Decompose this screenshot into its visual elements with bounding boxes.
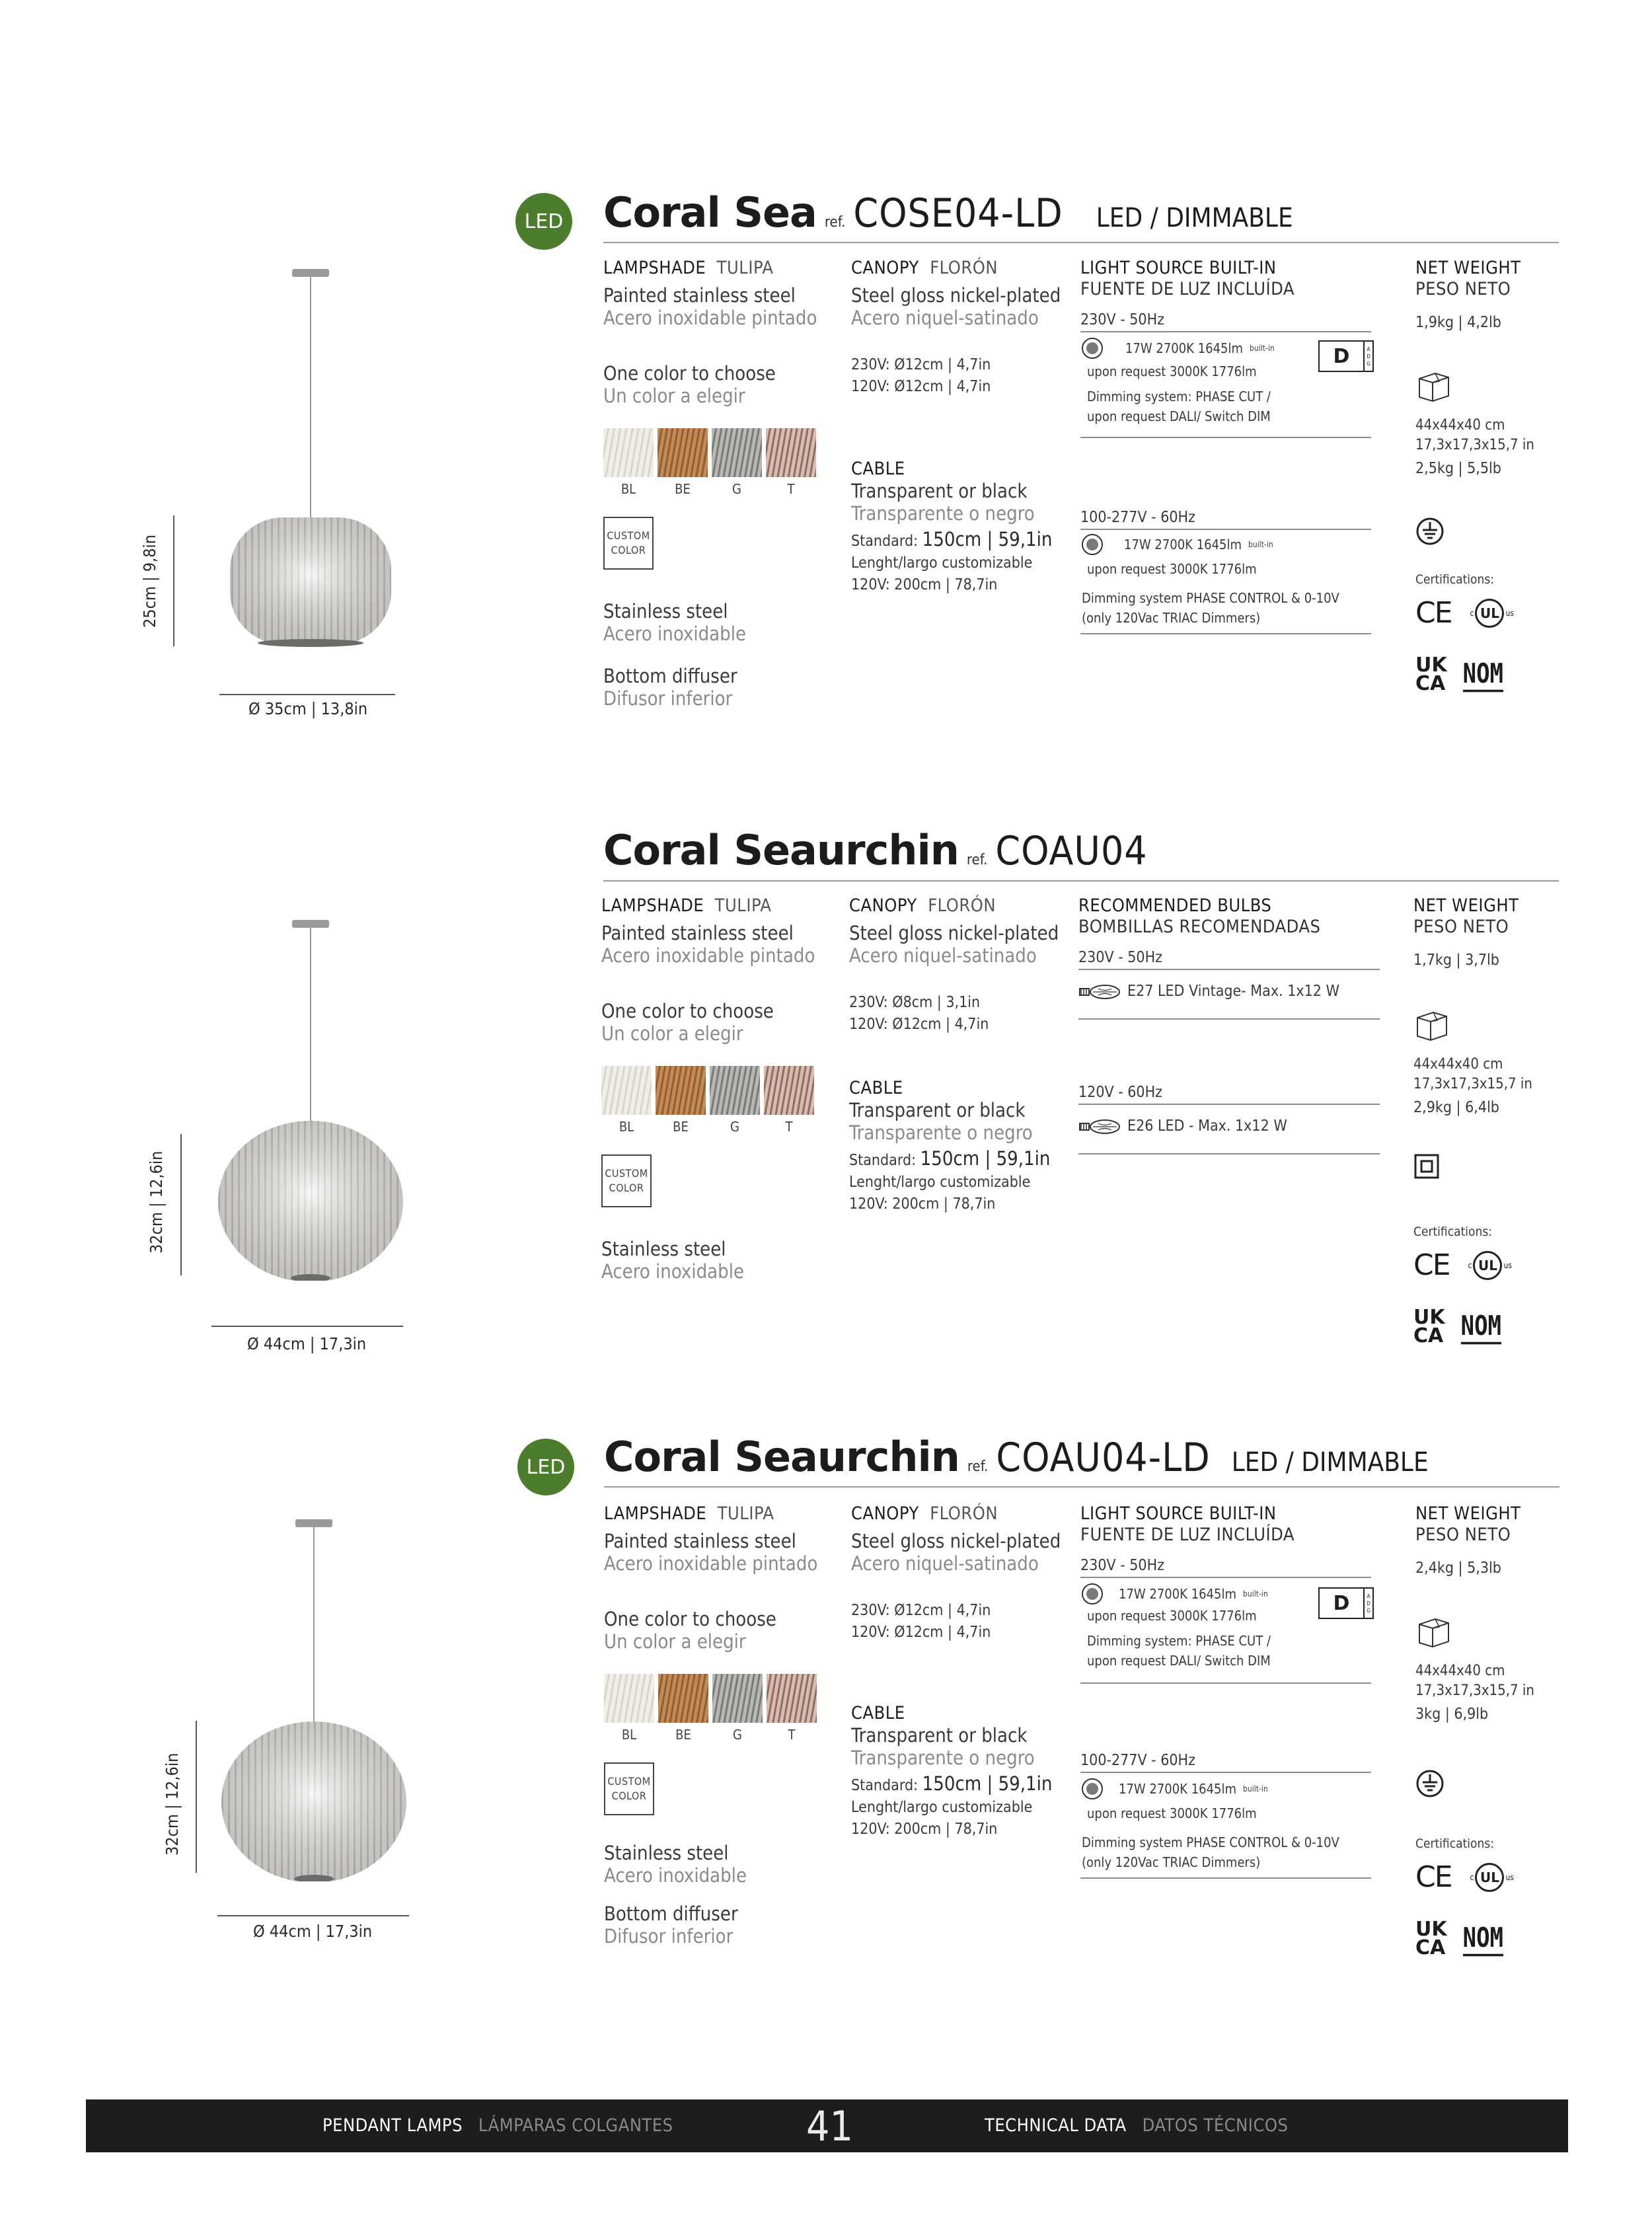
product-code: COAU04-LD [996, 1435, 1211, 1481]
bulb-icon [1078, 984, 1121, 1000]
diffuser-label-es: Difusor inferior [603, 687, 733, 710]
dimming-230-b: upon request DALI/ Switch DIM [1087, 408, 1271, 424]
light-title: LIGHT SOURCE BUILT-IN [1080, 258, 1277, 278]
energy-class: D [1333, 1591, 1350, 1615]
custom-label-2: COLOR [611, 544, 646, 556]
bulbs-title: RECOMMENDED BULBS [1078, 895, 1272, 916]
weight-column [1413, 895, 1559, 1345]
lampshade-material-es: Acero inoxidable pintado [604, 1552, 818, 1575]
certifications-label: Certifications: [1415, 1836, 1494, 1851]
height-dimension: 25cm | 9,8in [140, 534, 159, 628]
ukca-mark-icon: UK CA [1415, 1918, 1447, 1959]
cable-120v: 120V: 200cm | 78,7in [851, 1821, 998, 1838]
cable-material-es: Transparente o negro [849, 1121, 1033, 1144]
cable-customizable: Lenght/largo customizable [849, 1174, 1031, 1191]
rule [1080, 331, 1371, 332]
canopy-size-120: 120V: Ø12cm | 4,7in [851, 378, 991, 395]
canopy-material: Steel gloss nickel-plated [851, 1530, 1061, 1552]
swatch-label: G [732, 481, 741, 497]
weight-title-es: PESO NETO [1413, 917, 1509, 937]
energy-class: D [1333, 344, 1350, 368]
spec-230: 17W 2700K 1645lm [1125, 340, 1243, 356]
swatch-label: BE [675, 1727, 691, 1743]
voltage-120: 120V - 60Hz [1078, 1084, 1162, 1101]
diameter-dimension: Ø 44cm | 17,3in [247, 1334, 367, 1353]
lampshade-column [601, 895, 826, 1283]
product-code: COSE04-LD [853, 190, 1063, 237]
ukca-mark-icon: UK CA [1413, 1306, 1445, 1347]
diameter-dimension-line [217, 1915, 409, 1916]
weight-column [1415, 1503, 1561, 1957]
height-dimension-line [196, 1721, 197, 1873]
swatch-be[interactable] [657, 428, 708, 477]
diameter-dimension-line [219, 694, 395, 695]
box-size-in: 17,3x17,3x15,7 in [1415, 437, 1534, 453]
cable-standard-label: Standard: [851, 1777, 919, 1794]
product-name: Coral Sea [603, 188, 817, 237]
custom-color-box[interactable] [604, 1762, 654, 1815]
earth-icon [1415, 1769, 1445, 1798]
net-weight: 1,9kg | 4,2lb [1415, 314, 1501, 331]
canopy-material-es: Acero niquel-satinado [851, 307, 1039, 329]
lampshade-title-es: TULIPA [714, 895, 772, 916]
dimming-120-a: Dimming system PHASE CONTROL & 0-10V [1082, 590, 1339, 606]
color-choice-es: Un color a elegir [601, 1022, 743, 1045]
led-source-icon [1082, 338, 1103, 359]
box-icon [1413, 1006, 1450, 1043]
product-tag: LED / DIMMABLE [1231, 1447, 1429, 1478]
led-source-icon [1082, 534, 1103, 555]
rule [1080, 437, 1371, 438]
canopy-material-es: Acero niquel-satinado [851, 1552, 1039, 1575]
canopy-title-es: FLORÓN [930, 258, 998, 278]
swatch-label: BE [675, 481, 691, 497]
diameter-dimension-line [211, 1326, 403, 1327]
title-rule [603, 880, 1559, 882]
dimming-120-a: Dimming system PHASE CONTROL & 0-10V [1082, 1834, 1339, 1850]
lampshade-material-es: Acero inoxidable pintado [603, 307, 817, 329]
request-230: upon request 3000K 1776lm [1087, 363, 1257, 379]
rule [1080, 1877, 1371, 1879]
color-swatches [603, 428, 828, 477]
spec-120: 17W 2700K 1645lm [1124, 537, 1242, 552]
swatch-bl[interactable] [604, 1674, 654, 1723]
voltage-120: 100-277V - 60Hz [1080, 509, 1195, 526]
led-badge: LED [515, 193, 572, 250]
cable-material: Transparent or black [851, 480, 1028, 502]
canopy-material: Steel gloss nickel-plated [849, 922, 1059, 944]
recommended-bulbs-column [1078, 895, 1382, 1154]
ce-mark-icon: CE [1415, 1860, 1452, 1894]
swatch-label: G [733, 1727, 742, 1743]
diffuser-label: Bottom diffuser [604, 1903, 738, 1925]
swatch-label: T [785, 1119, 793, 1135]
product-title [604, 1433, 1429, 1481]
swatch-label: BL [619, 1119, 634, 1135]
dimming-230-a: Dimming system: PHASE CUT / [1087, 389, 1271, 404]
swatch-labels [604, 1727, 829, 1743]
led-source-icon [1082, 1778, 1103, 1799]
voltage-230: 230V - 50Hz [1080, 311, 1164, 328]
lampshade-column [604, 1503, 829, 1947]
ukca-mark-icon: UK CA [1415, 654, 1447, 695]
weight-title: NET WEIGHT [1415, 1503, 1521, 1524]
custom-label-2: COLOR [609, 1182, 644, 1194]
request-120: upon request 3000K 1776lm [1087, 1805, 1257, 1821]
voltage-120: 100-277V - 60Hz [1080, 1752, 1195, 1769]
canopy-material: Steel gloss nickel-plated [851, 284, 1061, 307]
double-insulation-icon [1413, 1153, 1440, 1180]
ul-mark-icon: c UL us [1470, 1863, 1514, 1892]
builtin-label: built-in [1243, 1589, 1268, 1599]
rule [1078, 1153, 1380, 1154]
canopy-title: CANOPY [849, 895, 917, 916]
height-dimension: 32cm | 12,6in [163, 1753, 182, 1856]
voltage-230: 230V - 50Hz [1078, 949, 1162, 966]
swatch-g[interactable] [712, 428, 762, 477]
swatch-bl[interactable] [603, 428, 654, 477]
swatch-labels [601, 1119, 826, 1135]
rule [1078, 1018, 1380, 1020]
footer-bar [86, 2099, 1568, 2152]
led-source-icon [1082, 1583, 1103, 1604]
net-weight: 2,4kg | 5,3lb [1415, 1560, 1501, 1577]
builtin-label: built-in [1248, 540, 1273, 549]
product-tag: LED / DIMMABLE [1096, 203, 1293, 233]
height-dimension-line [180, 1134, 182, 1275]
lampshade-material: Painted stainless steel [601, 922, 794, 944]
custom-label-1: CUSTOM [605, 1167, 648, 1180]
color-choice: One color to choose [604, 1608, 776, 1630]
canopy-size-120: 120V: Ø12cm | 4,7in [851, 1624, 991, 1641]
color-swatches [604, 1674, 829, 1723]
ref-label: ref. [966, 852, 988, 868]
steel-label: Stainless steel [601, 1238, 726, 1260]
lampshade-title-es: TULIPA [717, 1503, 774, 1524]
canopy-title: CANOPY [851, 258, 919, 278]
cable-standard-value: 150cm | 59,1in [920, 1147, 1051, 1170]
product-name: Coral Seaurchin [603, 826, 959, 874]
diffuser-label: Bottom diffuser [603, 665, 737, 687]
gross-weight: 3kg | 6,9lb [1415, 1706, 1489, 1723]
swatch-g[interactable] [710, 1066, 760, 1115]
footer-right-label: TECHNICAL DATA [985, 2115, 1127, 2136]
footer-left-label: PENDANT LAMPS [322, 2115, 463, 2136]
canopy-title: CANOPY [851, 1503, 919, 1524]
steel-label: Stainless steel [603, 600, 728, 623]
page-number: 41 [806, 2102, 853, 2150]
diameter-dimension: Ø 35cm | 13,8in [248, 699, 368, 718]
swatch-labels [603, 481, 828, 497]
box-size-cm: 44x44x40 cm [1415, 1663, 1505, 1679]
swatch-be[interactable] [658, 1674, 708, 1723]
led-badge: LED [517, 1439, 574, 1495]
energy-class-label [1318, 1587, 1374, 1619]
weight-title-es: PESO NETO [1415, 279, 1511, 299]
product-code: COAU04 [995, 828, 1148, 874]
canopy-title-es: FLORÓN [928, 895, 996, 916]
cable-standard-value: 150cm | 59,1in [922, 528, 1053, 550]
cable-title: CABLE [851, 1703, 905, 1723]
lampshade-title: LAMPSHADE [601, 895, 704, 916]
nom-mark-icon: NOM [1463, 658, 1503, 692]
bulb-120: E26 LED - Max. 1x12 W [1127, 1117, 1287, 1135]
swatch-label: T [787, 481, 795, 497]
bulb-icon [1078, 1119, 1121, 1135]
certifications-label: Certifications: [1413, 1225, 1492, 1239]
canopy-material-es: Acero niquel-satinado [849, 944, 1037, 967]
cable-material: Transparent or black [851, 1724, 1028, 1747]
swatch-t[interactable] [766, 428, 816, 477]
box-icon [1415, 1612, 1452, 1649]
light-source-column [1080, 258, 1371, 634]
weight-title: NET WEIGHT [1413, 895, 1519, 916]
ul-mark-icon: c UL us [1470, 599, 1514, 628]
diameter-dimension: Ø 44cm | 17,3in [253, 1922, 373, 1941]
cable-title: CABLE [849, 1078, 903, 1098]
custom-label-1: CUSTOM [607, 1775, 651, 1788]
steel-label-es: Acero inoxidable [604, 1864, 747, 1887]
canopy-shape [292, 920, 329, 928]
lampshade-title-es: TULIPA [716, 258, 774, 278]
footer-section-right [985, 2115, 1288, 2136]
box-size-cm: 44x44x40 cm [1413, 1056, 1503, 1073]
swatch-label: BL [621, 1727, 637, 1743]
rule [1078, 969, 1380, 970]
gross-weight: 2,5kg | 5,5lb [1415, 460, 1501, 477]
cable-customizable: Lenght/largo customizable [851, 554, 1033, 572]
custom-color-box[interactable] [603, 517, 654, 570]
swatch-be[interactable] [656, 1066, 706, 1115]
lampshade-title: LAMPSHADE [604, 1503, 707, 1524]
lamp-image [215, 1511, 413, 1881]
diffuser-label-es: Difusor inferior [604, 1925, 733, 1947]
lamp-image [211, 911, 410, 1281]
dimming-120-b: (only 120Vac TRIAC Dimmers) [1082, 610, 1261, 626]
custom-color-box[interactable] [601, 1154, 652, 1207]
cable-customizable: Lenght/largo customizable [851, 1799, 1033, 1816]
canopy-shape [292, 269, 329, 277]
dimming-230-b: upon request DALI/ Switch DIM [1087, 1653, 1271, 1669]
cable-standard-label: Standard: [849, 1152, 917, 1169]
light-source-column [1080, 1503, 1371, 1879]
title-rule [603, 242, 1559, 243]
canopy-column [851, 1503, 1076, 1840]
footer-left-label-es: LÁMPARAS COLGANTES [478, 2115, 673, 2136]
color-swatches [601, 1066, 826, 1115]
canopy-title-es: FLORÓN [930, 1503, 998, 1524]
weight-title-es: PESO NETO [1415, 1525, 1511, 1545]
bulbs-title-es: BOMBILLAS RECOMENDADAS [1078, 917, 1321, 937]
lampshade-material-es: Acero inoxidable pintado [601, 944, 815, 967]
canopy-size-230: 230V: Ø12cm | 4,7in [851, 1602, 991, 1619]
request-230: upon request 3000K 1776lm [1087, 1608, 1257, 1624]
rule [1080, 1772, 1371, 1773]
canopy-size-120: 120V: Ø12cm | 4,7in [849, 1016, 989, 1033]
canopy-column [849, 895, 1074, 1215]
ce-mark-icon: CE [1415, 596, 1452, 630]
swatch-bl[interactable] [601, 1066, 652, 1115]
request-120: upon request 3000K 1776lm [1087, 561, 1257, 577]
nom-mark-icon: NOM [1461, 1310, 1501, 1344]
cable-material: Transparent or black [849, 1099, 1026, 1121]
ce-mark-icon: CE [1413, 1248, 1450, 1282]
spec-230: 17W 2700K 1645lm [1119, 1586, 1236, 1602]
light-title: LIGHT SOURCE BUILT-IN [1080, 1503, 1277, 1524]
rule [1080, 1577, 1371, 1578]
energy-scale: A D G [1363, 1589, 1372, 1618]
ul-mark-icon: c UL us [1468, 1251, 1512, 1280]
footer-section-left [322, 2115, 673, 2136]
bulb-230: E27 LED Vintage- Max. 1x12 W [1127, 983, 1339, 1000]
cable-standard-label: Standard: [851, 533, 919, 550]
light-title-es: FUENTE DE LUZ INCLUÍDA [1080, 1525, 1295, 1545]
cable-120v: 120V: 200cm | 78,7in [849, 1195, 996, 1213]
weight-title: NET WEIGHT [1415, 258, 1521, 278]
footer-right-label-es: DATOS TÉCNICOS [1142, 2115, 1289, 2136]
dimming-230-a: Dimming system: PHASE CUT / [1087, 1633, 1271, 1649]
box-size-in: 17,3x17,3x15,7 in [1413, 1076, 1532, 1092]
canopy-column [851, 258, 1076, 596]
gross-weight: 2,9kg | 6,4lb [1413, 1099, 1499, 1116]
rule [1080, 1682, 1371, 1684]
steel-label-es: Acero inoxidable [601, 1260, 745, 1283]
canopy-shape [295, 1519, 332, 1527]
swatch-g[interactable] [712, 1674, 763, 1723]
height-dimension: 32cm | 12,6in [147, 1151, 166, 1254]
cable-material-es: Transparente o negro [851, 502, 1035, 525]
canopy-size-230: 230V: Ø12cm | 4,7in [851, 356, 991, 373]
steel-label-es: Acero inoxidable [603, 623, 747, 645]
swatch-t[interactable] [764, 1066, 814, 1115]
lampshade-material: Painted stainless steel [604, 1530, 796, 1552]
swatch-label: T [788, 1727, 796, 1743]
color-choice: One color to choose [603, 362, 776, 385]
earth-icon [1415, 517, 1445, 546]
swatch-label: G [730, 1119, 739, 1135]
dimming-120-b: (only 120Vac TRIAC Dimmers) [1082, 1854, 1261, 1870]
net-weight: 1,7kg | 3,7lb [1413, 952, 1499, 969]
lampshade-column [603, 258, 828, 710]
rule [1078, 1104, 1380, 1105]
lampshade-title: LAMPSHADE [603, 258, 706, 278]
title-rule [604, 1486, 1559, 1488]
product-title [603, 826, 1148, 874]
lamp-image [211, 261, 410, 658]
custom-label-2: COLOR [611, 1790, 647, 1802]
cable-standard-value: 150cm | 59,1in [922, 1772, 1053, 1795]
swatch-label: BE [673, 1119, 689, 1135]
swatch-t[interactable] [767, 1674, 817, 1723]
box-size-in: 17,3x17,3x15,7 in [1415, 1682, 1534, 1699]
builtin-label: built-in [1250, 344, 1275, 353]
rule [1080, 529, 1371, 530]
custom-label-1: CUSTOM [607, 529, 650, 542]
cable-title: CABLE [851, 459, 905, 479]
color-choice-es: Un color a elegir [604, 1630, 746, 1653]
steel-label: Stainless steel [604, 1842, 729, 1864]
voltage-230: 230V - 50Hz [1080, 1557, 1164, 1574]
light-title-es: FUENTE DE LUZ INCLUÍDA [1080, 279, 1295, 299]
lampshade-material: Painted stainless steel [603, 284, 796, 307]
cable-material-es: Transparente o negro [851, 1747, 1035, 1769]
builtin-label: built-in [1243, 1784, 1268, 1793]
energy-scale: A D G [1363, 342, 1372, 371]
weight-column [1415, 258, 1561, 693]
box-size-cm: 44x44x40 cm [1415, 417, 1505, 434]
color-choice-es: Un color a elegir [603, 385, 745, 407]
product-title [603, 188, 1293, 237]
energy-class-label [1318, 340, 1374, 372]
box-icon [1415, 367, 1452, 404]
ref-label: ref. [824, 214, 846, 231]
rule [1080, 633, 1371, 634]
canopy-size-230: 230V: Ø8cm | 3,1in [849, 994, 981, 1011]
spec-120: 17W 2700K 1645lm [1119, 1781, 1236, 1797]
cable-120v: 120V: 200cm | 78,7in [851, 576, 998, 593]
nom-mark-icon: NOM [1463, 1922, 1503, 1956]
color-choice: One color to choose [601, 1000, 774, 1022]
certifications-label: Certifications: [1415, 572, 1494, 587]
ref-label: ref. [967, 1458, 989, 1475]
height-dimension-line [173, 515, 174, 646]
product-name: Coral Seaurchin [604, 1433, 959, 1481]
swatch-label: BL [620, 481, 636, 497]
